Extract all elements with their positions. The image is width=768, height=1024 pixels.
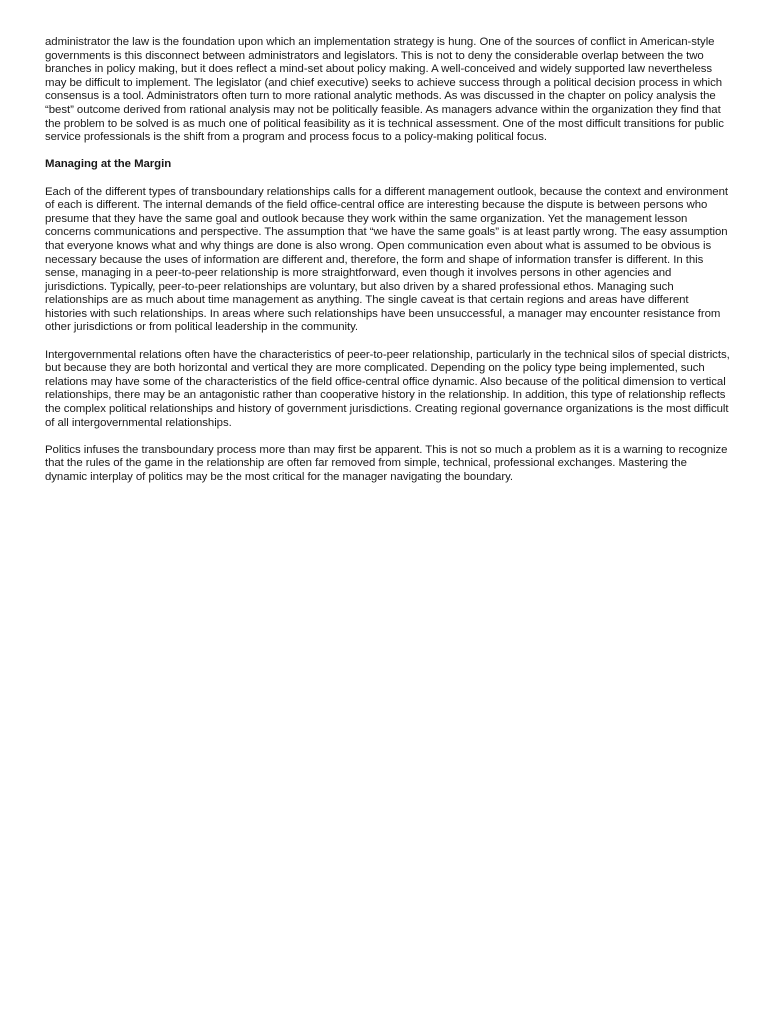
- paragraph-politics: Politics infuses the transboundary process more than may first be apparent. This is not so much a problem as it is a warning to recognize that the rules of the game in the relationship are often far removed from simple, technical, professional exchanges. Mastering the dynamic interplay of politics may be the most critical for the manager navigating the boundary.: [45, 443, 728, 483]
- paragraph-intergovernmental: Intergovernmental relations often have the characteristics of peer-to-peer relationship, particularly in the technical silos of special districts, but because they are both horizontal and vertical they are more complicated. Depending on the policy type being implemented, such relations may have some of the characteristics of the field office-central office dynamic. Also because of the political dimension to vertical relationships, there may be an antagonistic rather than cooperative history in the relationship. In addition, this type of relationship reflects the complex political relationships and history of government jurisdictions. Creating regional governance organizations is the most difficult of all intergovernmental relationships.: [45, 348, 730, 429]
- document-page: [45, 36, 730, 498]
- paragraph-managing-margin: Each of the different types of transboundary relationships calls for a different management outlook, because the context and environment of each is different. The internal demands of the field office-central office are interesting because the dispute is between persons who presume that they have the same goal and outlook because they work within the same organization. Yet the management lesson concerns communications and perspective. The assumption that “we have the same goals” is at least partly wrong. The easy assumption that everyone knows what and why things are done is also wrong. Open communication even about what is assumed to be obvious is necessary because the uses of information are different and, therefore, the form and shape of information transfer is different. In this sense, managing in a peer-to-peer relationship is more straightforward, even though it involves persons in other agencies and jurisdictions. Typically, peer-to-peer relationships are voluntary, but also driven by a shared professional ethos. Managing such relationships are as much about time management as anything. The single caveat is that certain regions and areas have different histories with such relationships. In areas where such relationships have been unsuccessful, a manager may encounter resistance from other jurisdictions or from political leadership in the community.: [45, 185, 728, 334]
- section-heading: Managing at the Margin: [45, 158, 172, 171]
- paragraph-intro: administrator the law is the foundation upon which an implementation strategy is hung. One of the sources of conflict in American-style governments is this disconnect between administrators and legislators. This is not to deny the considerable overlap between the two branches in policy making, but it does reflect a mind-set about policy making. A well-conceived and widely supported law nevertheless may be difficult to implement. The legislator (and chief executive) seeks to achieve success through a political decision process in which consensus is a tool. Administrators often turn to more rational analytic methods. As was discussed in the chapter on policy analysis the “best” outcome derived from rational analysis may not be politically feasible. As managers advance within the organization they find that the problem to be solved is as much one of political feasibility as it is technical assessment. One of the most difficult transitions for public service professionals is the shift from a program and process focus to a policy-making political focus.: [45, 36, 724, 144]
